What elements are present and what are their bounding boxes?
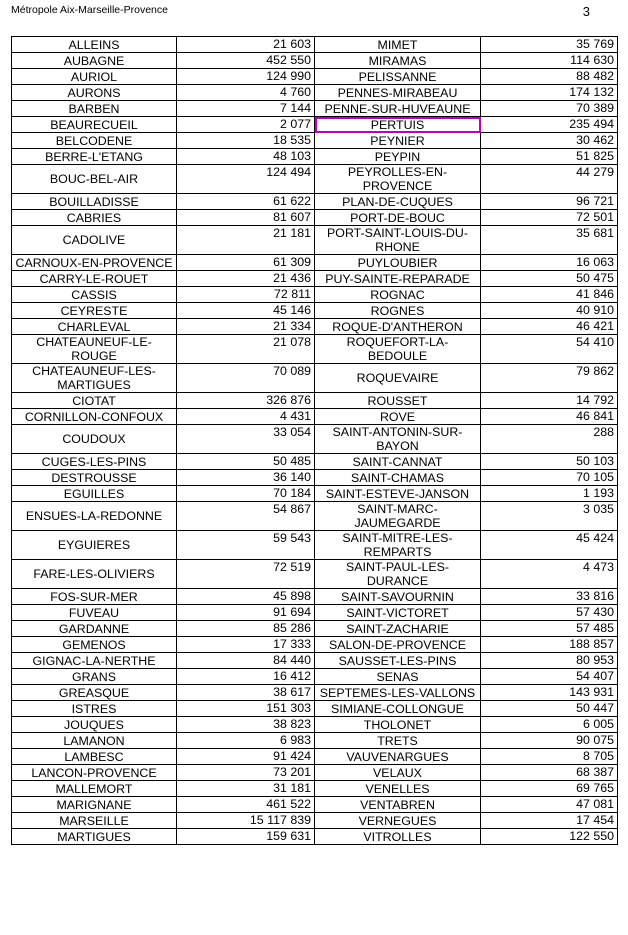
commune-name-right: SAINT-MITRE-LES-REMPARTS	[315, 531, 481, 560]
table-row	[12, 749, 618, 765]
commune-value-right: 47 081	[481, 797, 618, 813]
commune-value-left: 21 181	[177, 226, 315, 255]
commune-value-left: 21 078	[177, 335, 315, 364]
table-row	[12, 653, 618, 669]
commune-value-left: 54 867	[177, 502, 315, 531]
table-row	[12, 255, 618, 271]
table-row	[12, 133, 618, 149]
table-row	[12, 531, 618, 560]
commune-name-right: PLAN-DE-CUQUES	[315, 194, 481, 210]
commune-value-left: 61 309	[177, 255, 315, 271]
commune-value-right: 188 857	[481, 637, 618, 653]
commune-name-right: SAINT-SAVOURNIN	[315, 589, 481, 605]
commune-value-right: 288	[481, 425, 618, 454]
commune-name-right: SAUSSET-LES-PINS	[315, 653, 481, 669]
table-row	[12, 69, 618, 85]
commune-value-right: 44 279	[481, 165, 618, 194]
commune-value-right: 96 721	[481, 194, 618, 210]
table-row	[12, 701, 618, 717]
commune-value-right: 69 765	[481, 781, 618, 797]
commune-name-left: MARSEILLE	[12, 813, 177, 829]
commune-name-left: CORNILLON-CONFOUX	[12, 409, 177, 425]
commune-value-right: 50 475	[481, 271, 618, 287]
commune-value-right: 6 005	[481, 717, 618, 733]
commune-name-right: SAINT-CHAMAS	[315, 470, 481, 486]
commune-name-left: GRANS	[12, 669, 177, 685]
table-row	[12, 319, 618, 335]
table-row	[12, 393, 618, 409]
table-row	[12, 486, 618, 502]
commune-name-right: VELAUX	[315, 765, 481, 781]
commune-value-right: 50 447	[481, 701, 618, 717]
table-row	[12, 194, 618, 210]
table-row	[12, 685, 618, 701]
table-row	[12, 781, 618, 797]
highlighted-cell: PERTUIS	[315, 117, 481, 133]
commune-name-right: MIMET	[315, 37, 481, 53]
commune-name-left: LANCON-PROVENCE	[12, 765, 177, 781]
table-row	[12, 117, 618, 133]
table-row	[12, 364, 618, 393]
commune-value-left: 326 876	[177, 393, 315, 409]
commune-name-left: BERRE-L'ETANG	[12, 149, 177, 165]
commune-value-left: 21 334	[177, 319, 315, 335]
commune-name-left: BELCODENE	[12, 133, 177, 149]
commune-name-left: CABRIES	[12, 210, 177, 226]
commune-value-right: 40 910	[481, 303, 618, 319]
commune-value-left: 124 990	[177, 69, 315, 85]
commune-name-right: SAINT-MARC-JAUMEGARDE	[315, 502, 481, 531]
commune-name-left: BEAURECUEIL	[12, 117, 177, 133]
commune-name-right: PEYNIER	[315, 133, 481, 149]
commune-name-left: EGUILLES	[12, 486, 177, 502]
commune-value-left: 31 181	[177, 781, 315, 797]
commune-value-left: 48 103	[177, 149, 315, 165]
commune-name-right: PUY-SAINTE-REPARADE	[315, 271, 481, 287]
table-row	[12, 149, 618, 165]
commune-name-right: SALON-DE-PROVENCE	[315, 637, 481, 653]
commune-value-left: 50 485	[177, 454, 315, 470]
commune-name-right: TRETS	[315, 733, 481, 749]
commune-name-right: VAUVENARGUES	[315, 749, 481, 765]
table-row	[12, 85, 618, 101]
commune-name-right: PENNE-SUR-HUVEAUNE	[315, 101, 481, 117]
commune-value-right: 51 825	[481, 149, 618, 165]
commune-value-left: 61 622	[177, 194, 315, 210]
table-row	[12, 829, 618, 845]
commune-value-right: 16 063	[481, 255, 618, 271]
commune-value-left: 461 522	[177, 797, 315, 813]
commune-name-left: CEYRESTE	[12, 303, 177, 319]
commune-value-right: 79 862	[481, 364, 618, 393]
commune-name-left: BOUC-BEL-AIR	[12, 165, 177, 194]
commune-name-left: LAMANON	[12, 733, 177, 749]
commune-name-right: ROQUEVAIRE	[315, 364, 481, 393]
commune-name-left: ENSUES-LA-REDONNE	[12, 502, 177, 531]
page-number: 3	[582, 4, 590, 19]
commune-name-right: PEYROLLES-EN-PROVENCE	[315, 165, 481, 194]
commune-name-left: CHATEAUNEUF-LE-ROUGE	[12, 335, 177, 364]
commune-value-right: 17 454	[481, 813, 618, 829]
commune-value-left: 4 760	[177, 85, 315, 101]
commune-value-left: 7 144	[177, 101, 315, 117]
commune-name-right: ROGNES	[315, 303, 481, 319]
commune-value-right: 68 387	[481, 765, 618, 781]
commune-value-right: 33 816	[481, 589, 618, 605]
commune-value-left: 59 543	[177, 531, 315, 560]
commune-name-left: LAMBESC	[12, 749, 177, 765]
commune-name-right: SAINT-PAUL-LES-DURANCE	[315, 560, 481, 589]
table-row	[12, 454, 618, 470]
table-row	[12, 669, 618, 685]
commune-name-right: ROGNAC	[315, 287, 481, 303]
commune-value-right: 3 035	[481, 502, 618, 531]
commune-name-right: ROUSSET	[315, 393, 481, 409]
page-header	[11, 4, 617, 20]
table-row	[12, 813, 618, 829]
table-row	[12, 101, 618, 117]
commune-name-right: SIMIANE-COLLONGUE	[315, 701, 481, 717]
commune-value-left: 15 117 839	[177, 813, 315, 829]
table-row	[12, 765, 618, 781]
commune-value-left: 38 823	[177, 717, 315, 733]
commune-name-left: EYGUIERES	[12, 531, 177, 560]
commune-value-right: 114 630	[481, 53, 618, 69]
commune-value-right: 70 389	[481, 101, 618, 117]
commune-value-left: 6 983	[177, 733, 315, 749]
commune-value-left: 85 286	[177, 621, 315, 637]
commune-name-left: ALLEINS	[12, 37, 177, 53]
table-row	[12, 409, 618, 425]
commune-name-left: GARDANNE	[12, 621, 177, 637]
commune-value-left: 84 440	[177, 653, 315, 669]
communes-table	[11, 36, 618, 845]
commune-name-left: AURIOL	[12, 69, 177, 85]
commune-value-left: 72 811	[177, 287, 315, 303]
commune-name-right: SAINT-CANNAT	[315, 454, 481, 470]
table-row	[12, 335, 618, 364]
commune-value-left: 151 303	[177, 701, 315, 717]
commune-value-left: 21 436	[177, 271, 315, 287]
commune-value-right: 46 841	[481, 409, 618, 425]
commune-value-left: 38 617	[177, 685, 315, 701]
table-row	[12, 470, 618, 486]
table-row	[12, 287, 618, 303]
commune-value-left: 72 519	[177, 560, 315, 589]
commune-name-left: JOUQUES	[12, 717, 177, 733]
commune-name-left: CARRY-LE-ROUET	[12, 271, 177, 287]
commune-value-right: 4 473	[481, 560, 618, 589]
commune-name-left: GEMENOS	[12, 637, 177, 653]
commune-name-left: CIOTAT	[12, 393, 177, 409]
table-row	[12, 637, 618, 653]
commune-name-right: SAINT-ESTEVE-JANSON	[315, 486, 481, 502]
commune-value-right: 30 462	[481, 133, 618, 149]
commune-value-right: 54 410	[481, 335, 618, 364]
commune-name-left: CHATEAUNEUF-LES-MARTIGUES	[12, 364, 177, 393]
commune-name-right: SAINT-VICTORET	[315, 605, 481, 621]
commune-name-left: BARBEN	[12, 101, 177, 117]
commune-name-right: SEPTEMES-LES-VALLONS	[315, 685, 481, 701]
commune-name-left: CHARLEVAL	[12, 319, 177, 335]
commune-name-right: VENTABREN	[315, 797, 481, 813]
table-row	[12, 605, 618, 621]
document-title: Métropole Aix-Marseille-Provence	[11, 4, 168, 16]
commune-value-right: 122 550	[481, 829, 618, 845]
commune-value-right: 46 421	[481, 319, 618, 335]
commune-value-right: 57 485	[481, 621, 618, 637]
commune-name-left: MALLEMORT	[12, 781, 177, 797]
commune-name-left: BOUILLADISSE	[12, 194, 177, 210]
commune-value-right: 35 769	[481, 37, 618, 53]
table-row	[12, 37, 618, 53]
commune-name-left: CARNOUX-EN-PROVENCE	[12, 255, 177, 271]
commune-value-left: 36 140	[177, 470, 315, 486]
commune-value-right: 41 846	[481, 287, 618, 303]
commune-value-right: 90 075	[481, 733, 618, 749]
table-row	[12, 733, 618, 749]
table-row	[12, 717, 618, 733]
commune-value-right: 54 407	[481, 669, 618, 685]
commune-value-right: 57 430	[481, 605, 618, 621]
commune-value-left: 17 333	[177, 637, 315, 653]
commune-name-right: THOLONET	[315, 717, 481, 733]
table-row	[12, 425, 618, 454]
commune-name-left: COUDOUX	[12, 425, 177, 454]
commune-name-right: PELISSANNE	[315, 69, 481, 85]
commune-value-right: 1 193	[481, 486, 618, 502]
commune-value-left: 21 603	[177, 37, 315, 53]
commune-name-left: MARTIGUES	[12, 829, 177, 845]
table-row	[12, 621, 618, 637]
commune-name-left: ISTRES	[12, 701, 177, 717]
commune-value-left: 91 694	[177, 605, 315, 621]
commune-name-right: ROQUE-D'ANTHERON	[315, 319, 481, 335]
commune-value-right: 45 424	[481, 531, 618, 560]
commune-name-left: MARIGNANE	[12, 797, 177, 813]
commune-name-right: PORT-SAINT-LOUIS-DU-RHONE	[315, 226, 481, 255]
commune-value-right: 14 792	[481, 393, 618, 409]
commune-value-right: 50 103	[481, 454, 618, 470]
table-row	[12, 797, 618, 813]
table-row	[12, 271, 618, 287]
commune-name-left: GREASQUE	[12, 685, 177, 701]
commune-name-right: SAINT-ZACHARIE	[315, 621, 481, 637]
commune-name-left: AURONS	[12, 85, 177, 101]
commune-value-right: 143 931	[481, 685, 618, 701]
commune-value-right: 72 501	[481, 210, 618, 226]
commune-value-left: 159 631	[177, 829, 315, 845]
commune-name-right: PUYLOUBIER	[315, 255, 481, 271]
commune-name-right: PEYPIN	[315, 149, 481, 165]
commune-name-left: FUVEAU	[12, 605, 177, 621]
commune-name-right: ROVE	[315, 409, 481, 425]
commune-value-right: 8 705	[481, 749, 618, 765]
commune-name-right: PORT-DE-BOUC	[315, 210, 481, 226]
commune-name-left: AUBAGNE	[12, 53, 177, 69]
commune-value-left: 81 607	[177, 210, 315, 226]
commune-value-left: 124 494	[177, 165, 315, 194]
commune-value-left: 33 054	[177, 425, 315, 454]
table-row	[12, 210, 618, 226]
commune-name-right: PENNES-MIRABEAU	[315, 85, 481, 101]
commune-name-left: FARE-LES-OLIVIERS	[12, 560, 177, 589]
commune-name-left: CADOLIVE	[12, 226, 177, 255]
commune-name-left: DESTROUSSE	[12, 470, 177, 486]
commune-value-right: 70 105	[481, 470, 618, 486]
commune-name-right: MIRAMAS	[315, 53, 481, 69]
commune-value-left: 18 535	[177, 133, 315, 149]
table-row	[12, 560, 618, 589]
commune-value-left: 2 077	[177, 117, 315, 133]
commune-name-right: VERNEGUES	[315, 813, 481, 829]
commune-value-left: 4 431	[177, 409, 315, 425]
commune-name-left: CUGES-LES-PINS	[12, 454, 177, 470]
communes-table-body	[12, 37, 618, 845]
commune-value-left: 45 146	[177, 303, 315, 319]
table-row	[12, 165, 618, 194]
table-row	[12, 589, 618, 605]
commune-name-right: VENELLES	[315, 781, 481, 797]
commune-value-left: 70 089	[177, 364, 315, 393]
commune-value-right: 235 494	[481, 117, 618, 133]
table-row	[12, 303, 618, 319]
commune-name-left: FOS-SUR-MER	[12, 589, 177, 605]
commune-name-left: GIGNAC-LA-NERTHE	[12, 653, 177, 669]
commune-value-right: 35 681	[481, 226, 618, 255]
commune-value-right: 88 482	[481, 69, 618, 85]
commune-value-left: 73 201	[177, 765, 315, 781]
commune-value-left: 70 184	[177, 486, 315, 502]
commune-value-left: 16 412	[177, 669, 315, 685]
commune-value-right: 80 953	[481, 653, 618, 669]
commune-name-right: ROQUEFORT-LA-BEDOULE	[315, 335, 481, 364]
table-row	[12, 53, 618, 69]
commune-value-left: 91 424	[177, 749, 315, 765]
commune-value-left: 45 898	[177, 589, 315, 605]
table-row	[12, 226, 618, 255]
commune-value-left: 452 550	[177, 53, 315, 69]
commune-name-left: CASSIS	[12, 287, 177, 303]
table-row	[12, 502, 618, 531]
commune-value-right: 174 132	[481, 85, 618, 101]
commune-name-right: SENAS	[315, 669, 481, 685]
commune-name-right: SAINT-ANTONIN-SUR-BAYON	[315, 425, 481, 454]
commune-name-right: VITROLLES	[315, 829, 481, 845]
